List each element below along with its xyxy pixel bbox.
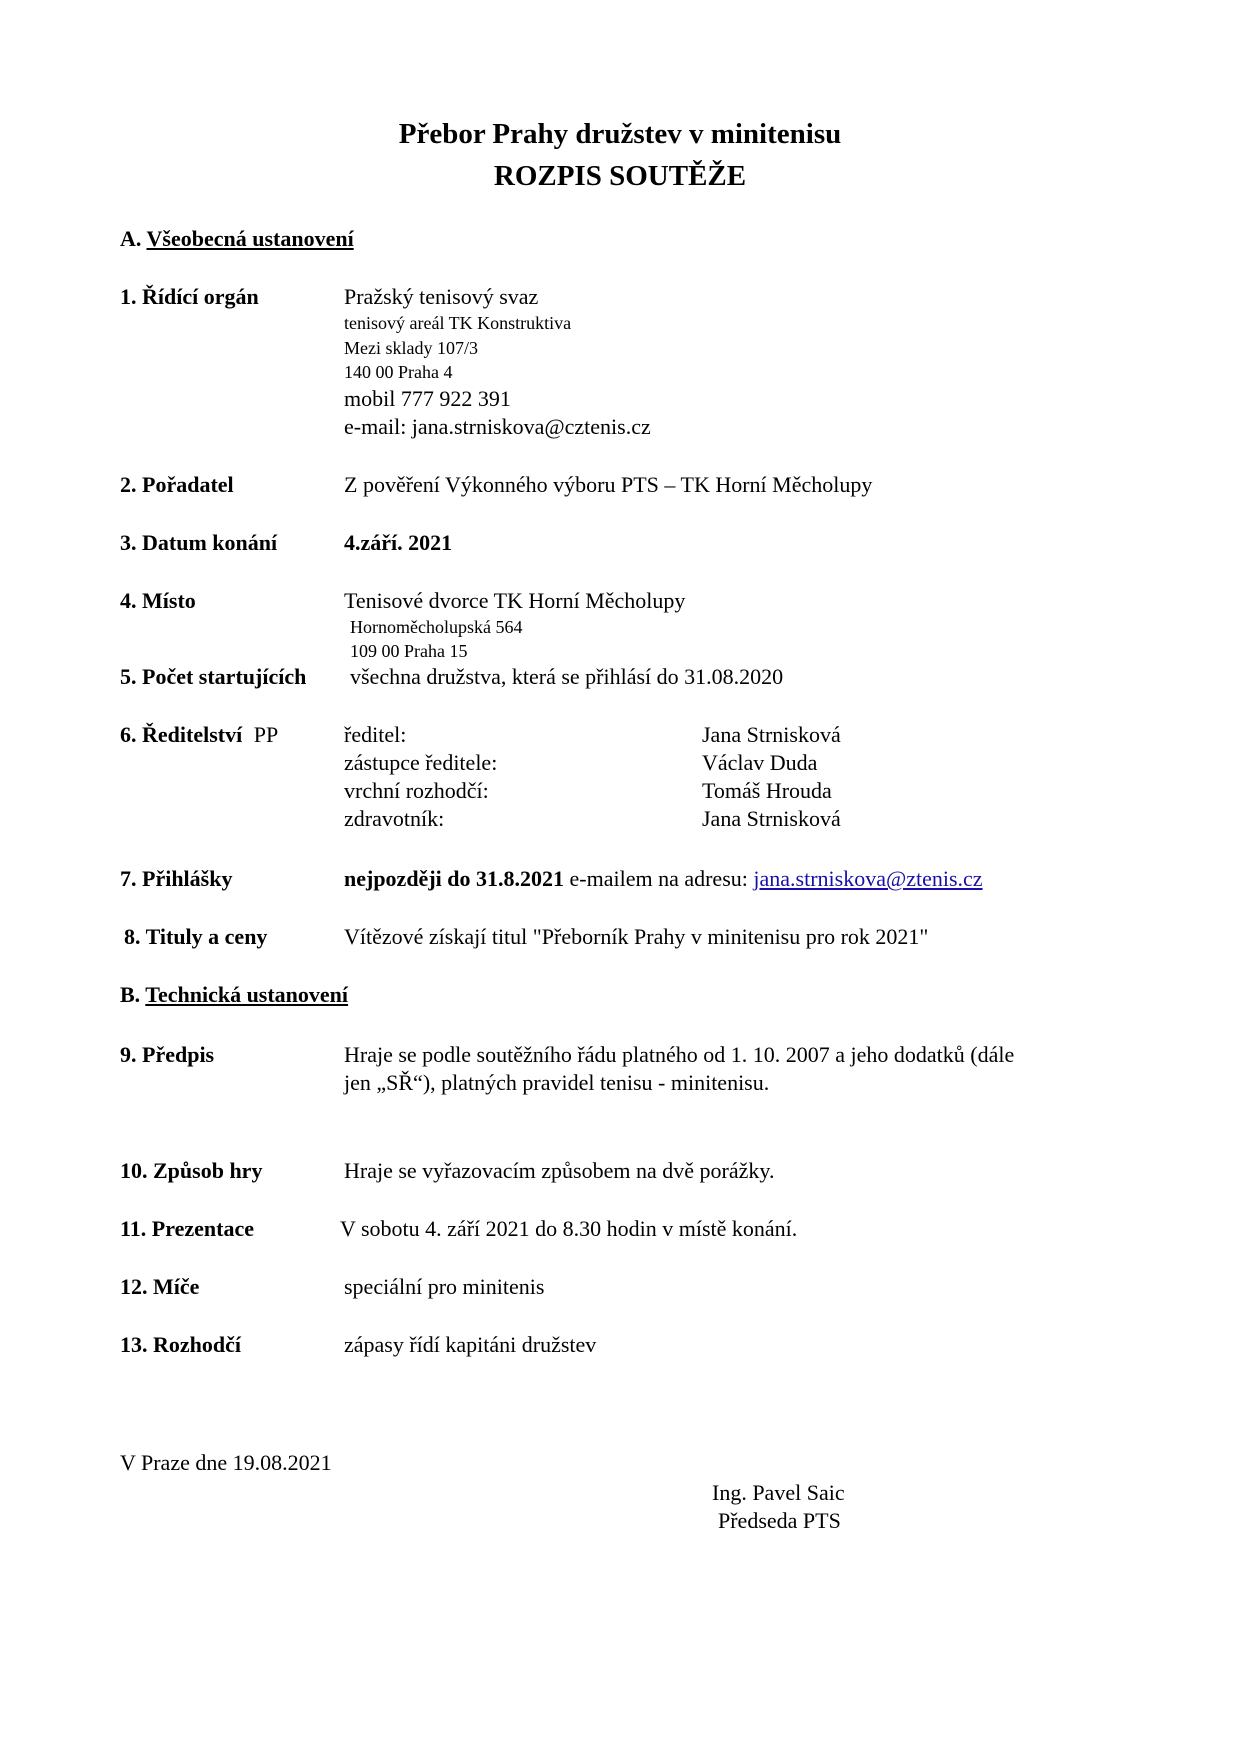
section-a-heading — [120, 226, 354, 252]
item-9-line-2: jen „SŘ“), platných pravidel tenisu - minitenisu. — [344, 1070, 770, 1095]
item-8-text: Vítězové získají titul "Přeborník Prahy v minitenisu pro rok 2021" — [344, 924, 929, 949]
item-1-address-line-2: Mezi sklady 107/3 — [344, 338, 478, 358]
document-title: Přebor Prahy družstev v minitenisu — [398, 118, 842, 150]
item-6-label-main: 6. Ředitelství — [120, 722, 243, 747]
item-13-label: 13. Rozhodčí — [120, 1332, 241, 1357]
item-6-role-3: vrchní rozhodčí: — [344, 778, 489, 803]
item-7-deadline: nejpozději do 31.8.2021 — [344, 866, 564, 891]
item-1-phone: mobil 777 922 391 — [344, 386, 511, 411]
item-6-person-3: Tomáš Hrouda — [702, 778, 832, 803]
item-6-person-1: Jana Strnisková — [702, 722, 841, 747]
item-9-line-1: Hraje se podle soutěžního řádu platného od 1. 10. 2007 a jeho dodatků (dále — [344, 1042, 1015, 1067]
item-6-label-suffix: PP — [253, 722, 279, 747]
document-subtitle: ROZPIS SOUTĚŽE — [493, 160, 747, 192]
item-5-text: všechna družstva, která se přihlásí do 31.08.2020 — [350, 664, 784, 689]
section-a-letter: A. — [120, 226, 142, 251]
item-12-label: 12. Míče — [120, 1274, 200, 1299]
item-9-label: 9. Předpis — [120, 1042, 215, 1067]
section-a-name: Všeobecná ustanovení — [146, 226, 354, 251]
item-4-venue: Tenisové dvorce TK Horní Měcholupy — [344, 588, 686, 613]
section-b-heading — [120, 982, 348, 1008]
item-10-label: 10. Způsob hry — [120, 1158, 263, 1183]
section-b-name: Technická ustanovení — [145, 982, 349, 1007]
item-7-email-link[interactable]: jana.strniskova@ztenis.cz — [753, 866, 983, 891]
item-4-label: 4. Místo — [120, 588, 196, 613]
item-6-person-4: Jana Strnisková — [702, 806, 841, 831]
item-6-person-2: Václav Duda — [702, 750, 818, 775]
item-4-address-line-1: Hornoměcholupská 564 — [350, 617, 523, 637]
item-1-email: e-mail: jana.strniskova@cztenis.cz — [344, 414, 651, 439]
item-13-text: zápasy řídí kapitáni družstev — [344, 1332, 597, 1357]
item-11-text: V sobotu 4. září 2021 do 8.30 hodin v místě konání. — [340, 1216, 798, 1241]
place-and-date: V Praze dne 19.08.2021 — [120, 1450, 332, 1475]
item-6-role-2: zástupce ředitele: — [344, 750, 498, 775]
item-7-text: e-mailem na adresu: — [564, 866, 754, 891]
item-7-label: 7. Přihlášky — [120, 866, 233, 891]
item-2-label: 2. Pořadatel — [120, 472, 234, 497]
item-1-org: Pražský tenisový svaz — [344, 284, 539, 309]
item-8-label: 8. Tituly a ceny — [124, 924, 268, 949]
section-b-letter: B. — [120, 982, 141, 1007]
item-10-text: Hraje se vyřazovacím způsobem na dvě porážky. — [344, 1158, 775, 1183]
signer-role: Předseda PTS — [718, 1508, 841, 1533]
item-4-address-line-2: 109 00 Praha 15 — [350, 641, 468, 661]
item-12-text: speciální pro minitenis — [344, 1274, 545, 1299]
item-6-role-4: zdravotník: — [344, 806, 445, 831]
item-11-label: 11. Prezentace — [120, 1216, 254, 1241]
item-5-label: 5. Počet startujících — [120, 664, 307, 689]
item-3-label: 3. Datum konání — [120, 530, 278, 555]
item-1-address-line-3: 140 00 Praha 4 — [344, 362, 453, 382]
item-6-label — [120, 722, 278, 748]
signer-name: Ing. Pavel Saic — [712, 1480, 845, 1505]
item-1-label: 1. Řídící orgán — [120, 284, 259, 309]
item-3-date: 4.září. 2021 — [344, 530, 453, 555]
item-6-role-1: ředitel: — [344, 722, 407, 747]
item-1-address-line-1: tenisový areál TK Konstruktiva — [344, 313, 572, 333]
item-2-text: Z pověření Výkonného výboru PTS – TK Horní Měcholupy — [344, 472, 873, 497]
item-7-line — [344, 866, 983, 892]
